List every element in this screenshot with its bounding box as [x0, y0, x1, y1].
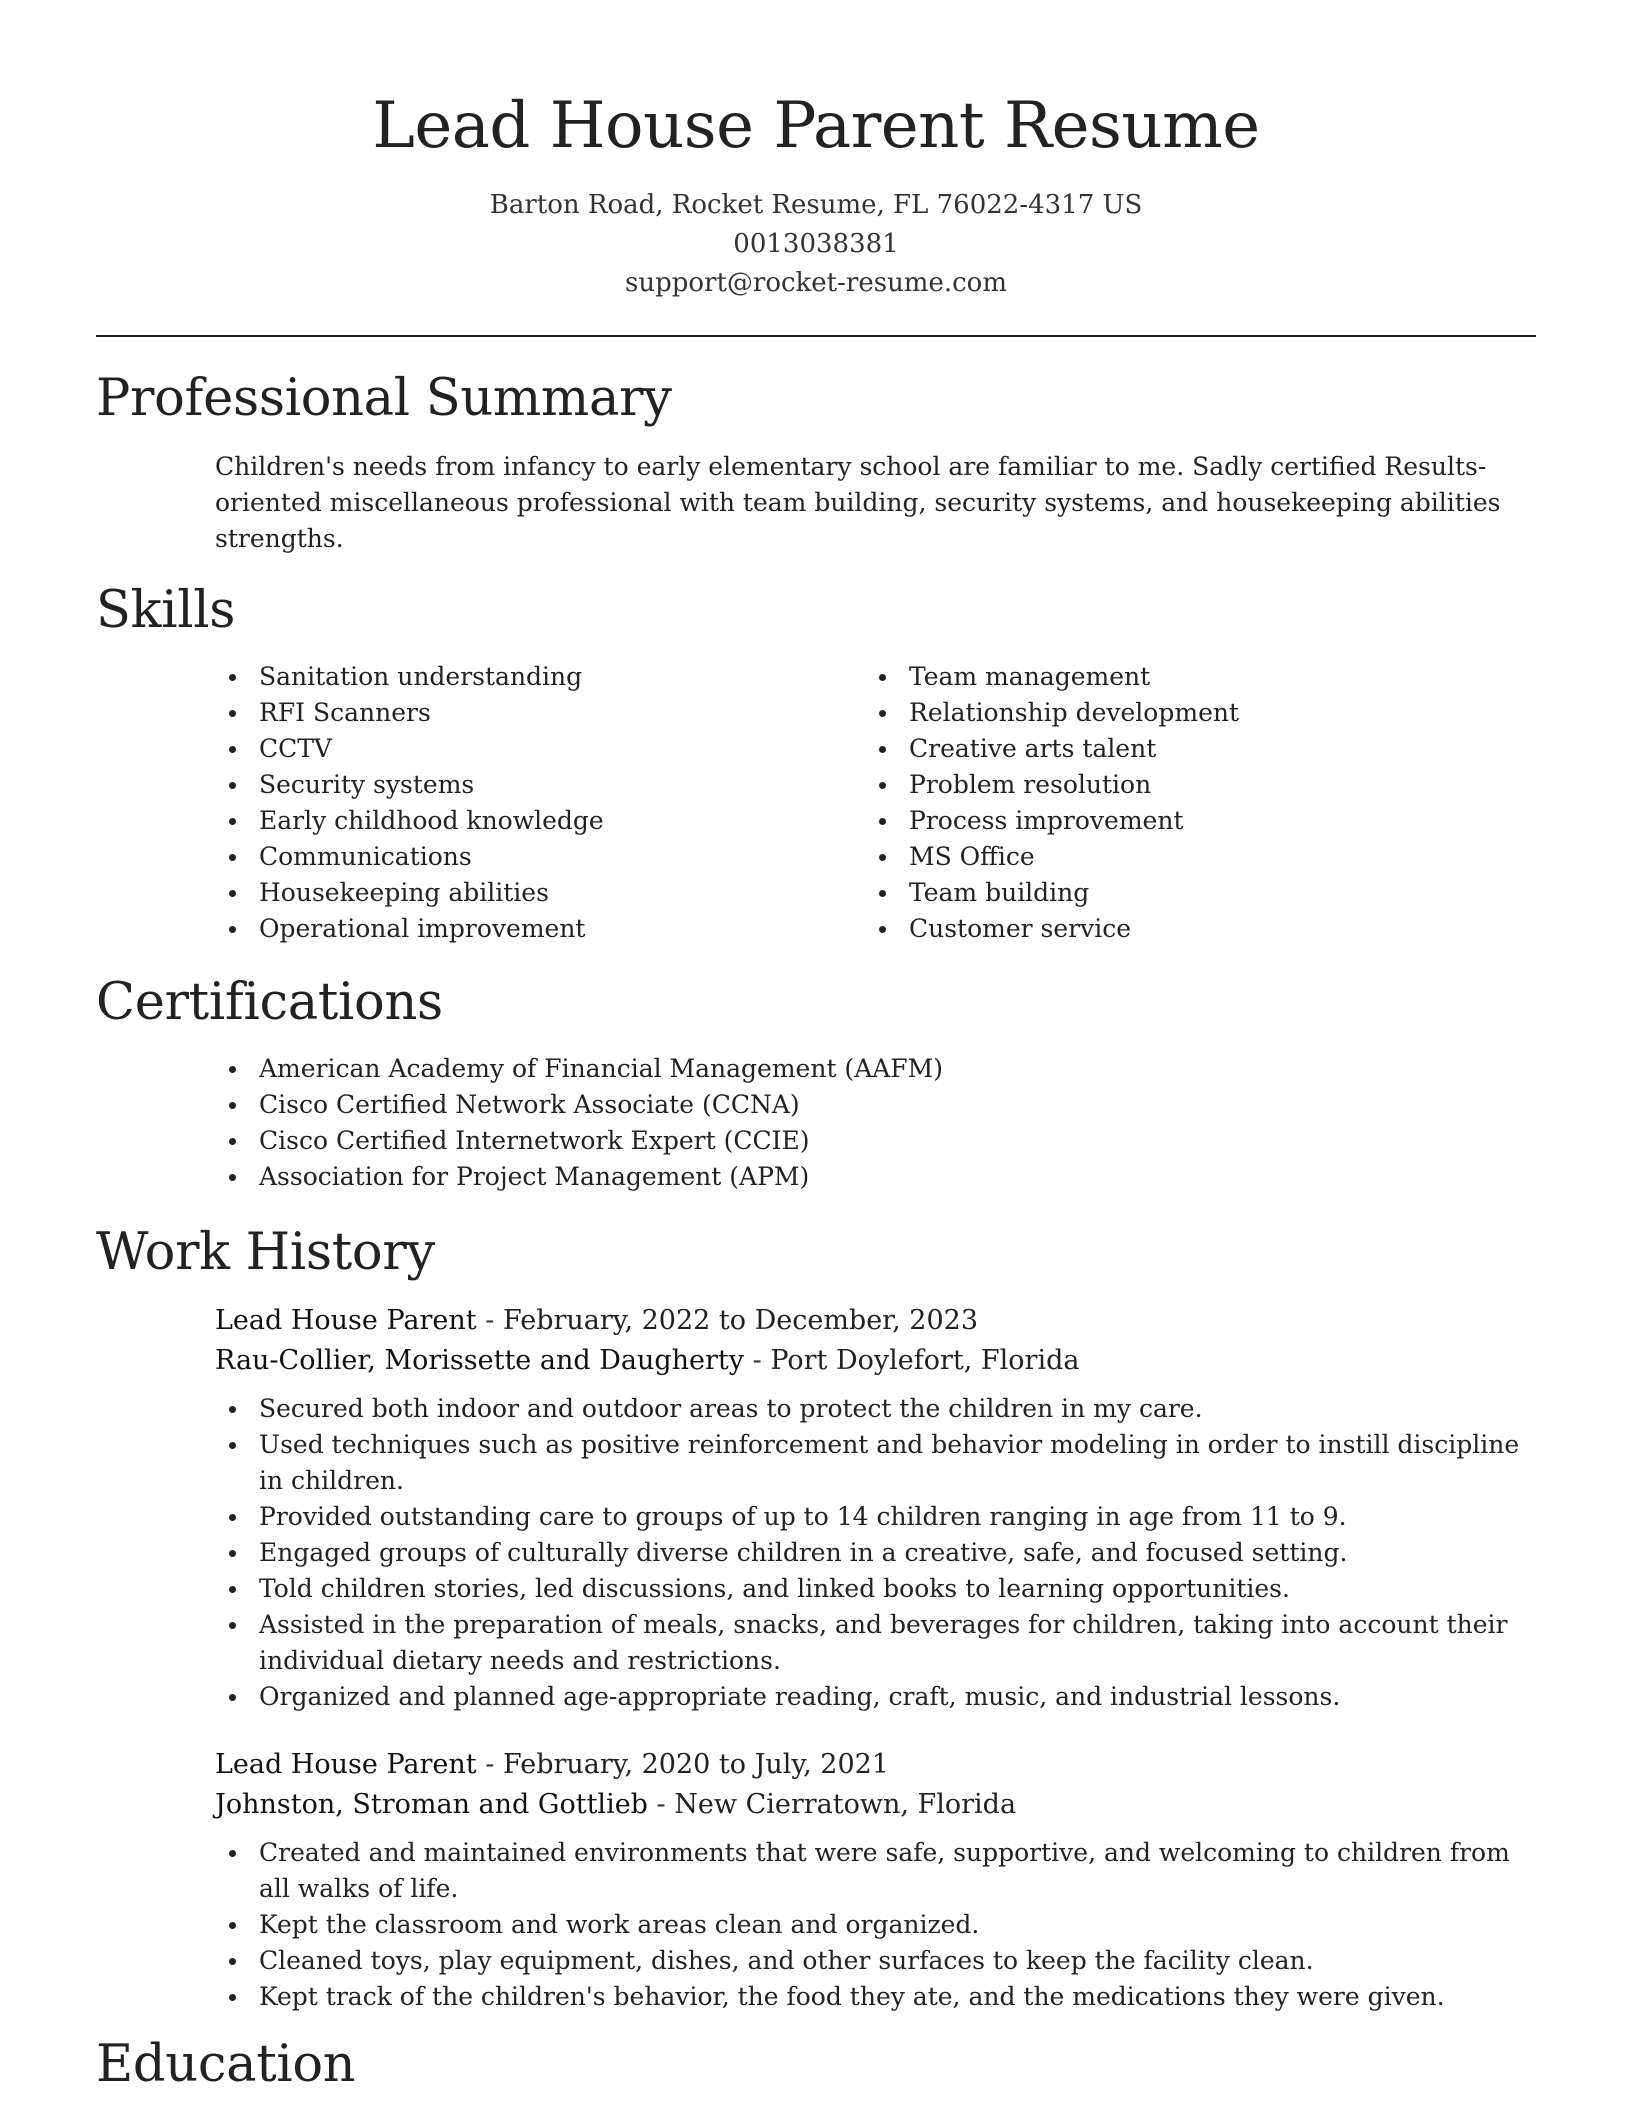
list-item: RFI Scanners	[215, 695, 865, 731]
job-employer: Rau-Collier, Morissette and Daugherty	[215, 1345, 745, 1376]
job-title: Lead House Parent	[215, 1749, 477, 1780]
job-entry	[215, 1745, 1536, 2015]
certifications-heading: Certifications	[96, 973, 443, 1032]
skills-heading: Skills	[96, 581, 236, 640]
list-item: Told children stories, led discussions, and linked books to learning opportunities.	[215, 1571, 1536, 1607]
list-item: Engaged groups of culturally diverse children in a creative, safe, and focused setting.	[215, 1535, 1536, 1571]
education-section	[96, 2033, 1536, 2097]
job-bullet-list	[215, 1835, 1536, 2015]
list-item: Organized and planned age-appropriate reading, craft, music, and industrial lessons.	[215, 1679, 1536, 1715]
job-employer-line	[215, 1341, 1536, 1381]
list-item: Operational improvement	[215, 911, 865, 947]
job-location: New Cierratown, Florida	[674, 1789, 1017, 1820]
certifications-list	[215, 1051, 1536, 1195]
contact-address: Barton Road, Rocket Resume, FL 76022-4317 US	[489, 190, 1143, 220]
work-history-heading: Work History	[96, 1223, 435, 1282]
list-item: Cleaned toys, play equipment, dishes, and other surfaces to keep the facility clean.	[215, 1943, 1536, 1979]
list-item: Kept the classroom and work areas clean and organized.	[215, 1907, 1536, 1943]
list-item: Problem resolution	[865, 767, 1515, 803]
list-item: Team management	[865, 659, 1515, 695]
job-separator: -	[476, 1749, 503, 1780]
list-item: Assisted in the preparation of meals, snacks, and beverages for children, taking into account their individual dietary needs and restrictions.	[215, 1607, 1536, 1679]
job-entry	[215, 1301, 1536, 1715]
list-item: Association for Project Management (APM)	[215, 1159, 1536, 1195]
list-item: CCTV	[215, 731, 865, 767]
list-item: MS Office	[865, 839, 1515, 875]
skills-grid	[215, 659, 1536, 947]
job-employer: Johnston, Stroman and Gottlieb	[215, 1789, 648, 1820]
job-employer-line	[215, 1785, 1536, 1825]
skills-left-list	[215, 659, 865, 947]
list-item: Housekeeping abilities	[215, 875, 865, 911]
list-item: Used techniques such as positive reinforcement and behavior modeling in order to instill discipline in children.	[215, 1427, 1536, 1499]
list-item: Cisco Certified Internetwork Expert (CCIE)	[215, 1123, 1536, 1159]
list-item: American Academy of Financial Management (AAFM)	[215, 1051, 1536, 1087]
job-dates: February, 2020 to July, 2021	[502, 1749, 889, 1780]
list-item: Provided outstanding care to groups of up to 14 children ranging in age from 11 to 9.	[215, 1499, 1536, 1535]
contact-phone: 0013038381	[733, 229, 899, 259]
list-item: Communications	[215, 839, 865, 875]
job-separator: -	[647, 1789, 675, 1820]
summary-heading: Professional Summary	[96, 369, 672, 428]
header-divider	[96, 335, 1536, 337]
job-bullet-list	[215, 1391, 1536, 1715]
job-dates: February, 2022 to December, 2023	[502, 1305, 978, 1336]
job-location: Port Doylefort, Florida	[770, 1345, 1080, 1376]
job-title-line	[215, 1745, 1536, 1785]
certifications-section	[96, 971, 1536, 1195]
job-title-line	[215, 1301, 1536, 1341]
work-history-section	[96, 1221, 1536, 2015]
contact-email: support@rocket-resume.com	[624, 268, 1007, 298]
education-heading: Education	[96, 2035, 356, 2094]
list-item: Security systems	[215, 767, 865, 803]
list-item: Customer service	[865, 911, 1515, 947]
list-item: Sanitation understanding	[215, 659, 865, 695]
job-separator: -	[744, 1345, 771, 1376]
job-title: Lead House Parent	[215, 1305, 477, 1336]
summary-section	[96, 367, 1536, 557]
list-item: Secured both indoor and outdoor areas to protect the children in my care.	[215, 1391, 1536, 1427]
resume-page	[96, 0, 1536, 2097]
list-item: Process improvement	[865, 803, 1515, 839]
list-item: Team building	[865, 875, 1515, 911]
contact-block	[96, 186, 1536, 303]
skills-right-list	[865, 659, 1515, 947]
list-item: Created and maintained environments that were safe, supportive, and welcoming to children from all walks of life.	[215, 1835, 1536, 1907]
list-item: Relationship development	[865, 695, 1515, 731]
resume-header	[96, 0, 1536, 303]
list-item: Early childhood knowledge	[215, 803, 865, 839]
list-item: Cisco Certified Network Associate (CCNA)	[215, 1087, 1536, 1123]
list-item: Creative arts talent	[865, 731, 1515, 767]
summary-text: Children's needs from infancy to early elementary school are familiar to me. Sadly certified Results-oriented miscellaneous professional with team building, security systems, and housekeeping abilities strengths.	[215, 452, 1501, 553]
resume-title: Lead House Parent Resume	[372, 89, 1260, 163]
list-item: Kept track of the children's behavior, the food they ate, and the medications they were given.	[215, 1979, 1536, 2015]
job-separator: -	[476, 1305, 503, 1336]
skills-section	[96, 579, 1536, 947]
